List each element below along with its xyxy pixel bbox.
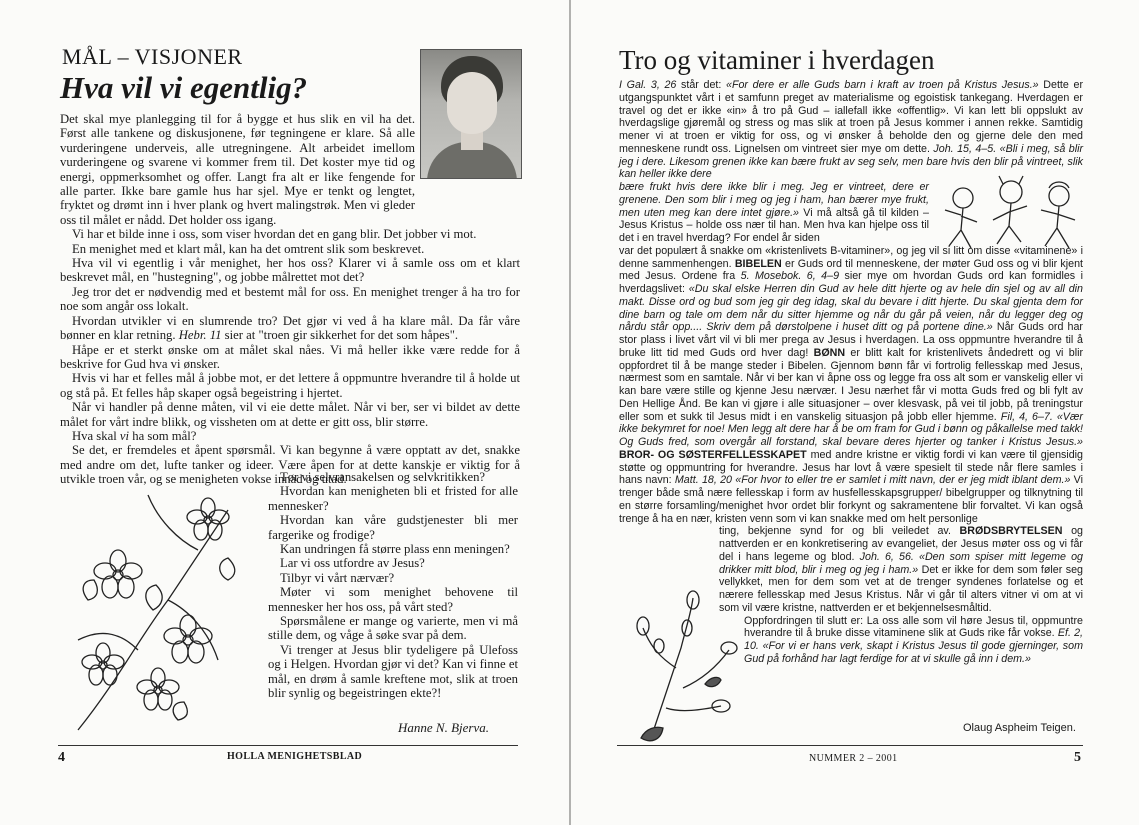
page-number: 4 bbox=[58, 750, 65, 765]
paragraph: ting, bekjenne synd for og bli veiledet av. BRØDSBRYTELSEN og nattverden er en konkretisering av evangeliet, der Jesus møter oss og vi får del i hans legeme og blod. Joh. 6, 56. «Den som spiser mitt legeme og drikker mitt blod, blir i meg og jeg i ham.» Det er ikke for dem som føler seg vellykket, men for dem som vet at de trenger syndenes forlatelse og et nærere fellesskap med Jesus Kristus. Når vi går til alters vitner vi om at vi som vil være kristne, nattverden er et bekjennelsesmåltid. bbox=[719, 525, 1084, 614]
paragraph: Jeg tror det er nødvendig med et bestemt mål for oss. En menighet trenger å ha tro for noe som angår oss lokalt. bbox=[60, 284, 520, 314]
article-title: Tro og vitaminer i hverdagen bbox=[619, 45, 935, 75]
paragraph: Hvis vi har et felles mål å jobbe mot, er det lettere å oppmuntre hverandre til å holde ut og stå på. Et felles håp skaper også begeistring i hjertet. bbox=[60, 371, 520, 400]
author-signature: Olaug Aspheim Teigen. bbox=[963, 722, 1076, 734]
running-footer: HOLLA MENIGHETSBLAD bbox=[227, 751, 363, 762]
paragraph: var det populært å snakke om «kristenlivets B-vitaminer», og jeg vil si litt om disse «vitaminene» i denne sammenhengen. BIBELEN er Guds ord til menneskene, der møter Gud oss og vi blir kjent med Jesus. Ordene fra 5. Mosebok. 6, 4–9 sier mye om hvordan Guds ord kan formidles i hverdagslivet: «Du skal elske Herren din Gud av hele ditt hjerte og av hele din sjel og av all din makt. Disse ord og bud som jeg gir deg idag, skal du bevare i ditt hjerte. Du skal gjenta dem for dine barn og tale om dem når du sitter hjemme og når du går på veien, når du legger deg og nårdu står opp.... Skriv dem på dørstolpene i huset ditt og på portene dine.» Når Guds ord har stor plass i livet vårt vil vi bli mer prega av Jesus i hverdagen. La oss oppmuntre hverandre til å bruke litt tid med Guds ord hver dag! BØNN er blitt kalt for kristenlivets åndedrett og vi blir oppfordret til å be mange steder i Bibelen. Gjennom bønn får vi fortrolig fellesskap med Jesus, nærmest som en samtale. Når vi ber kan vi åpne oss og legge fra oss alt som er vanskelig eller vi kan bare være stille og kjenne Jesu nærvær. I Jesu nærhet får vi motta Guds fred og bli fylt av Den Hellige Ånd. Be kan vi gjøre i alle situasjoner – over klesvask, på vei til jobb, på treningstur eller som et sukk til Jesus midt i en vanskelig situasjon på jobb eller hjemme. Fil, 4, 6–7. «Vær ikke bekymret for noe! Men legg alt dere har å be om fram for Gud i bønn og påkallelse med takk! Og Guds fred, som overgår all forstand, skal bevare deres hjerter og tanker i Kristus Jesus.» BROR- OG SØSTERFELLESSKAPET med andre kristne er viktig fordi vi kan være til gjensidig støtte og oppmuntring for hverandre. Jesus har lovt å være spesielt til stede når flere samles i hans navn: Matt. 18, 20 «For hvor to eller tre er samlet i mitt navn, der er jeg midt iblant dem.» Vi trenger både små nære fellesskap i form av husfellesskapsgrupper/ bibelgrupper og tilknytning til en større forsamling/menighet hvor ordet blir forkynt og sakramentene blir forvaltet. Vi kan også trenge å ha en nær, kristen venn som vi kan snakke med om helt personlige bbox=[619, 244, 1083, 525]
paragraph: Vi trenger at Jesus blir tydeligere på Ulefoss og i Helgen. Hvordan gjør vi det? Kan vi finne et mål, en drøm å samle kreftene mot, slik at troen blir synlig og begeistringen ekte?! bbox=[268, 642, 518, 701]
intro-paragraph: Det skal mye planlegging til for å bygge et hus slik en vil ha det. Først alle tankene og diskusjonene, før tegningene er klare. Så alle vurderingene underveis, alle utregningene. Alt arbeidet imellom vurderingene og svarene vi kommer frem til. Det koster mye tid og energi, oppmerksomhet og offer. Langt fra alt er like fengende for alle parter. Ikke bare gamle hus har sjel. Mye er tenkt og lengtet, fryktet og drømt inn i hver plank og hvert malingstrøk. Men vi gleder oss til målet er nådd. Det holder oss igang. bbox=[60, 112, 415, 227]
right-page bbox=[571, 0, 1139, 825]
question: Møter vi som menighet behovene til mennesker her hos oss, på vårt sted? bbox=[268, 585, 518, 614]
section-kicker: MÅL – VISJONER bbox=[62, 44, 243, 69]
branch-illustration bbox=[621, 588, 751, 748]
left-page bbox=[0, 0, 569, 825]
question: Tør vi selvransakelsen og selvkritikken? bbox=[280, 470, 486, 484]
questions-column bbox=[268, 470, 518, 701]
paragraph: Når vi handler på denne måten, vil vi eie dette målet. Når vi ber, ser vi bildet av dette målet for vårt indre blikk, og vissheten om at dette er gitt oss, blir større. bbox=[60, 400, 520, 429]
paragraph: Spørsmålene er mange og varierte, men vi må stille dem, og våge å søke svar på dem. bbox=[268, 614, 518, 643]
article-headline: Hva vil vi egentlig? bbox=[60, 70, 308, 105]
paragraph: Håpe er et sterkt ønske om at målet skal nåes. Vi må heller ikke være redde for å beskrive for Gud hva vi ønsker. bbox=[60, 342, 520, 371]
running-footer: NUMMER 2 – 2001 bbox=[809, 753, 898, 764]
paragraph: Se det, er fremdeles et åpent spørsmål. Vi kan begynne å være opptatt av det, snakke med andre om det, lufte tanker og ideer. Være åpen for at dette kanskje er viktig for å utvikle troen vår, og se menigheten vokse innad og utad. bbox=[60, 443, 520, 487]
question: Hvordan kan menigheten bli et fristed for alle mennesker? bbox=[268, 484, 518, 513]
paragraph: Vi har et bilde inne i oss, som viser hvordan det en gang blir. Det jobber vi mot. bbox=[72, 227, 477, 242]
paragraph: bære frukt hvis dere ikke blir i meg. Jeg er vintreet, dere er grenene. Den som blir i meg og jeg i ham, han bærer mye frukt, men uten meg kan dere intet gjøre.» Vi må altså gå til kilden – Jesus Kristus – holde oss nær til han. Men hva kan hjelpe oss til det i en travel hverdag? For endel år siden bbox=[619, 181, 929, 244]
right-article-body bbox=[619, 79, 1083, 666]
paragraph: Hva skal vi ha som mål? bbox=[72, 428, 197, 443]
footer-rule bbox=[58, 745, 518, 746]
author-signature: Hanne N. Bjerva. bbox=[398, 720, 489, 735]
paragraph: Oppfordringen til slutt er: La oss alle som vil høre Jesus til, oppmuntre hverandre til å bruke disse vitaminene slik at Guds rike får vokse. Ef. 2, 10. «For vi er hans verk, skapt i Kristus Jesus til gode gjerninger, som Gud på forhånd har lagt ferdige for at vi skulle gå inn i dem.» bbox=[744, 614, 1084, 665]
question: Hvordan kan våre gudstjenester bli mer fargerike og frodige? bbox=[268, 513, 518, 542]
paragraph: En menighet med et klart mål, kan ha det omtrent slik som beskrevet. bbox=[72, 241, 425, 256]
left-article-body bbox=[60, 112, 520, 487]
footer-rule bbox=[617, 745, 1083, 746]
paragraph: Hva vil vi egentlig i vår menighet, her hos oss? Klarer vi å samle oss om et klart beskrevet mål, en "hustegning", og jobbe målrettet mot det? bbox=[60, 256, 520, 285]
paragraph: Hvordan utvikler vi en slumrende tro? Det gjør vi ved å ha klare mål. Da får våre bønner en klar retning. Hebr. 11 sier at "troen gir sikkerhet for det som håpes". bbox=[60, 313, 520, 343]
question: Tilbyr vi vårt nærvær? bbox=[280, 570, 395, 585]
question: Lar vi oss utfordre av Jesus? bbox=[280, 556, 425, 571]
paragraph: I Gal. 3, 26 står det: «For dere er alle Guds barn i kraft av troen på Kristus Jesus.» Dette er utgangspunktet vårt i et samfunn preget av materialisme og egoistisk tankegang. Hverdagen er travel og det er ikke «in» å tro på Gud – iallefall ikke «offentlig». Vi kan lett bli oppslukt av hverdagslige gjøremål og stress og mas slik at troen på Jesus kommer i annen rekke. Samtidig mener vi at troen er viktig for oss, og vi ønsker å beholde den og gjerne dele den med menneskene rundt oss. Lignelsen om vintreet sier mye om dette. Joh. 15, 4–5. «Bli i meg, så blir jeg i dere. Likesom grenen ikke kan bære frukt av seg selv, men bare hvis den blir på vintreet, slik kan heller ikke dere bbox=[619, 79, 1084, 181]
page-number: 5 bbox=[1074, 750, 1081, 765]
question: Kan undringen få større plass enn meningen? bbox=[280, 542, 510, 557]
blossom-illustration bbox=[58, 480, 258, 740]
